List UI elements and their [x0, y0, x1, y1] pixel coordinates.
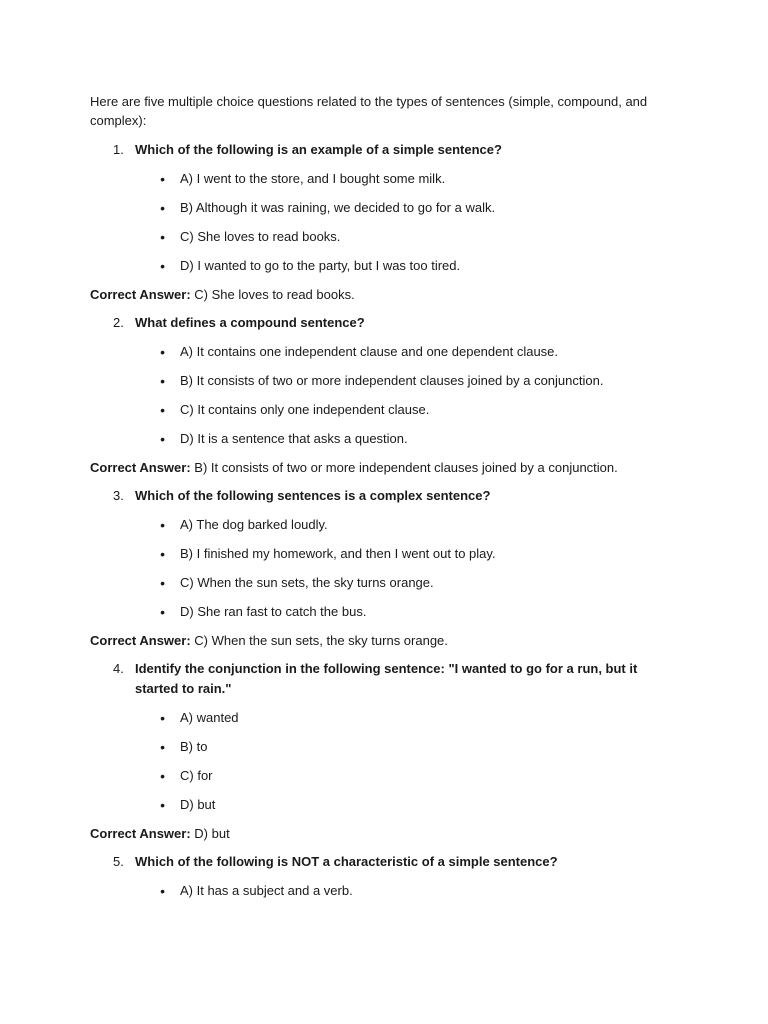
bullet-icon: • — [160, 883, 165, 899]
answer-text: C) When the sun sets, the sky turns orange. — [194, 633, 448, 648]
bullet-icon: • — [160, 200, 165, 216]
option-text: D) It is a sentence that asks a question. — [180, 431, 408, 446]
option-text: A) I went to the store, and I bought some milk. — [180, 171, 446, 186]
answer-label: Correct Answer: — [90, 633, 191, 648]
option-list — [90, 342, 672, 449]
option-list — [90, 169, 672, 276]
option-text: C) It contains only one independent clause. — [180, 402, 430, 417]
option-item — [90, 766, 672, 786]
bullet-icon: • — [160, 344, 165, 360]
answer-text: D) but — [194, 826, 230, 841]
bullet-icon: • — [160, 739, 165, 755]
option-item — [90, 795, 672, 815]
bullet-icon: • — [160, 229, 165, 245]
correct-answer-2 — [90, 458, 672, 478]
question-1 — [90, 140, 672, 160]
option-list — [90, 708, 672, 815]
answer-text: B) It consists of two or more independent clauses joined by a conjunction. — [194, 460, 618, 475]
intro-paragraph: Here are five multiple choice questions related to the types of sentences (simple, compound, and complex): — [90, 94, 648, 128]
question-2 — [90, 313, 672, 333]
option-item — [90, 342, 672, 362]
option-text: A) wanted — [180, 710, 239, 725]
option-item — [90, 429, 672, 449]
bullet-icon: • — [160, 373, 165, 389]
question-block-5 — [90, 852, 672, 901]
option-item — [90, 256, 672, 276]
option-list — [90, 881, 672, 901]
option-item — [90, 227, 672, 247]
bullet-icon: • — [160, 431, 165, 447]
option-text: D) I wanted to go to the party, but I was too tired. — [180, 258, 461, 273]
question-block-4 — [90, 659, 672, 844]
bullet-icon: • — [160, 768, 165, 784]
option-text: D) She ran fast to catch the bus. — [180, 604, 367, 619]
bullet-icon: • — [160, 575, 165, 591]
option-text: C) She loves to read books. — [180, 229, 341, 244]
option-item — [90, 515, 672, 535]
option-text: C) for — [180, 768, 213, 783]
option-item — [90, 400, 672, 420]
option-item — [90, 602, 672, 622]
question-number: 4. — [113, 661, 124, 676]
question-4 — [90, 659, 672, 699]
question-text: What defines a compound sentence? — [135, 315, 365, 330]
bullet-icon: • — [160, 546, 165, 562]
question-number: 1. — [113, 142, 124, 157]
option-text: A) It has a subject and a verb. — [180, 883, 353, 898]
option-text: B) to — [180, 739, 208, 754]
question-number: 2. — [113, 315, 124, 330]
option-item — [90, 708, 672, 728]
bullet-icon: • — [160, 710, 165, 726]
option-text: B) Although it was raining, we decided to go for a walk. — [180, 200, 496, 215]
option-text: D) but — [180, 797, 216, 812]
option-text: C) When the sun sets, the sky turns orange. — [180, 575, 434, 590]
correct-answer-1 — [90, 285, 672, 305]
correct-answer-3 — [90, 631, 672, 651]
bullet-icon: • — [160, 517, 165, 533]
option-list — [90, 515, 672, 622]
correct-answer-4 — [90, 824, 672, 844]
bullet-icon: • — [160, 171, 165, 187]
answer-label: Correct Answer: — [90, 287, 191, 302]
answer-label: Correct Answer: — [90, 460, 191, 475]
question-5 — [90, 852, 672, 872]
option-text: B) It consists of two or more independent clauses joined by a conjunction. — [180, 373, 604, 388]
option-item — [90, 737, 672, 757]
question-number: 5. — [113, 854, 124, 869]
question-block-1 — [90, 140, 672, 305]
question-text: Identify the conjunction in the following sentence: "I wanted to go for a run, but it started to rain." — [135, 661, 638, 696]
question-3 — [90, 486, 672, 506]
question-text: Which of the following is an example of a simple sentence? — [135, 142, 502, 157]
bullet-icon: • — [160, 258, 165, 274]
option-item — [90, 198, 672, 218]
option-item — [90, 371, 672, 391]
answer-label: Correct Answer: — [90, 826, 191, 841]
option-item — [90, 544, 672, 564]
bullet-icon: • — [160, 604, 165, 620]
option-text: B) I finished my homework, and then I went out to play. — [180, 546, 496, 561]
option-item — [90, 169, 672, 189]
question-number: 3. — [113, 488, 124, 503]
question-text: Which of the following is NOT a characteristic of a simple sentence? — [135, 854, 558, 869]
option-text: A) The dog barked loudly. — [180, 517, 328, 532]
bullet-icon: • — [160, 797, 165, 813]
question-block-2 — [90, 313, 672, 478]
question-text: Which of the following sentences is a complex sentence? — [135, 488, 491, 503]
answer-text: C) She loves to read books. — [194, 287, 355, 302]
option-text: A) It contains one independent clause and one dependent clause. — [180, 344, 559, 359]
bullet-icon: • — [160, 402, 165, 418]
option-item — [90, 881, 672, 901]
question-block-3 — [90, 486, 672, 651]
option-item — [90, 573, 672, 593]
